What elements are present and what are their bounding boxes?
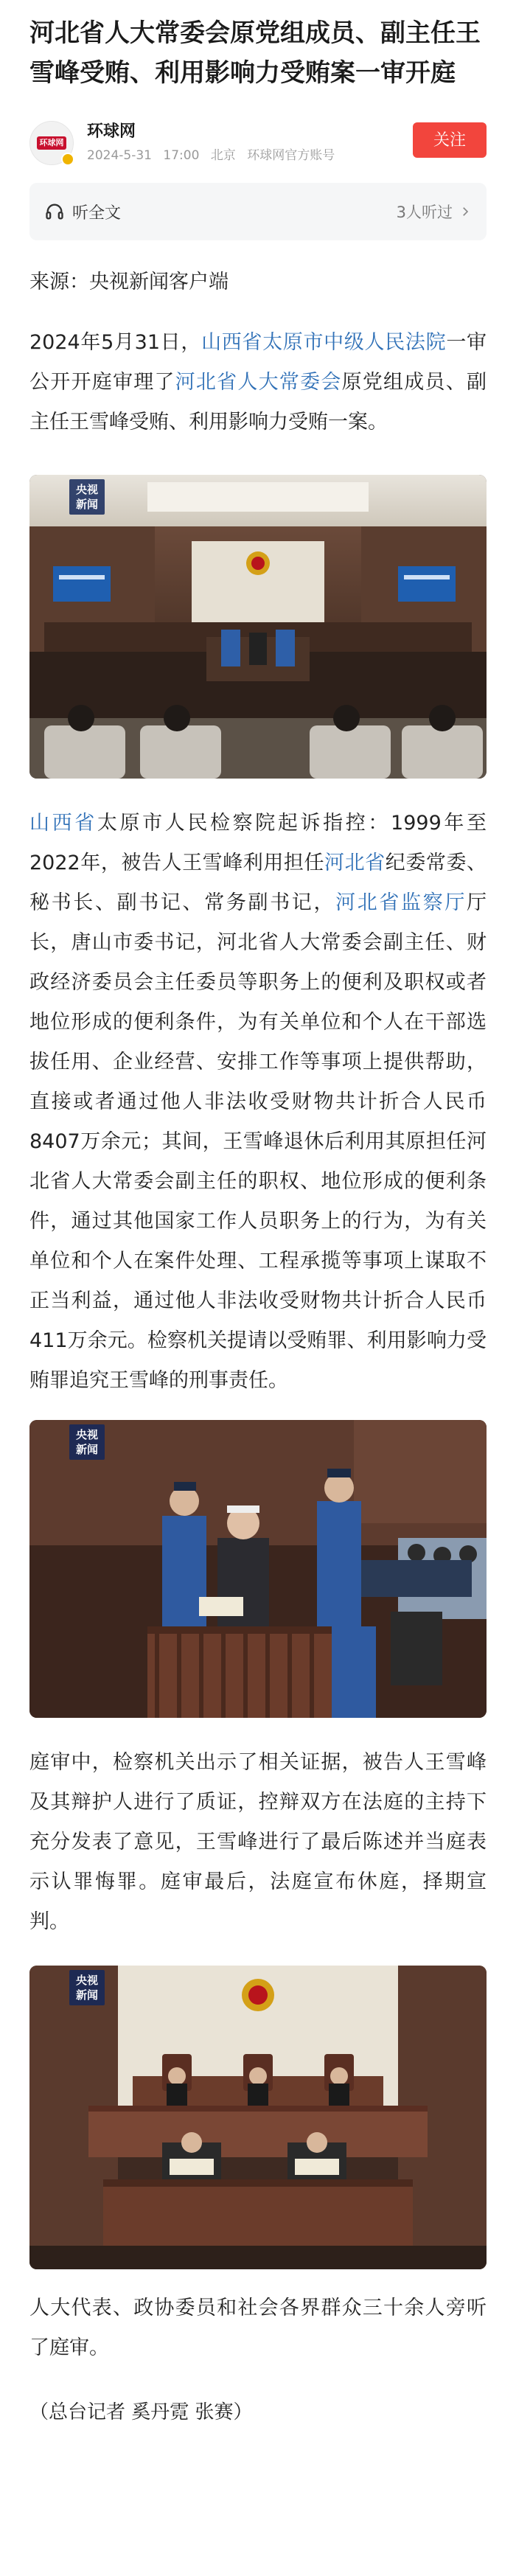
paragraph-4: 人大代表、政协委员和社会各界群众三十余人旁听了庭审。 (29, 2297, 487, 2359)
account-type: 环球网官方账号 (247, 148, 335, 163)
cctv-news-badge (69, 1424, 105, 1460)
badge-line-2: 新闻 (75, 498, 98, 511)
publish-date: 2024-5-31 (87, 148, 152, 163)
link-shanxi[interactable]: 山西省 (29, 812, 97, 835)
listen-bar[interactable] (29, 183, 487, 240)
author-name[interactable]: 环球网 (87, 122, 136, 141)
verified-badge-icon (61, 153, 74, 166)
chevron-right-icon (459, 205, 472, 218)
judges-bench-photo[interactable] (29, 1966, 487, 2269)
source-line: 来源：央视新闻客户端 (29, 271, 229, 293)
badge-line-1: 央视 (75, 1974, 98, 1987)
listen-right (397, 201, 472, 223)
paragraph-3: 庭审中，检察机关出示了相关证据，被告人王雪峰及其辩护人进行了质证，控辩双方在法庭的主持下充分发表了意见，王雪峰进行了最后陈述并当庭表示认罪悔罪。庭审最后，法庭宣布休庭，择期宣判。 (29, 1751, 487, 1933)
author-subline (87, 146, 342, 165)
p1-text-2: 一审公开开庭审理了 (29, 331, 487, 394)
p1-text-1: 2024年5月31日， (29, 331, 202, 354)
cctv-news-badge (69, 479, 105, 515)
paragraph-1 (29, 323, 487, 442)
publish-time: 17:00 (163, 148, 200, 163)
link-hebei-supervision[interactable]: 河北省监察厅 (335, 891, 467, 914)
listen-left (44, 201, 121, 223)
link-hebei-npc[interactable]: 河北省人大常委会 (175, 371, 342, 394)
badge-line-2: 新闻 (75, 1988, 98, 2002)
author-meta (87, 121, 342, 165)
avatar[interactable] (29, 121, 74, 165)
p1-text-3: 原党组成员、副主任王雪峰受贿、利用影响力受贿一案。 (29, 371, 487, 434)
reporter-credit: （总台记者 奚丹霓 张赛） (29, 2401, 253, 2423)
article-title: 河北省人大常委会原党组成员、副主任王雪峰受贿、利用影响力受贿案一审开庭 (29, 18, 481, 88)
headphone-icon (44, 201, 65, 222)
courtroom-wide-photo[interactable] (29, 475, 487, 779)
publish-location: 北京 (210, 148, 236, 163)
cctv-news-badge (69, 1970, 105, 2005)
paragraph-2 (29, 804, 487, 1401)
courtroom-wide-image (29, 475, 487, 779)
badge-line-1: 央视 (75, 1428, 98, 1441)
defendant-at-dock-photo[interactable] (29, 1420, 487, 1718)
p2-text-1: 太原市人民检察院起诉指控：1999年至2022年，被告人王雪峰利用担任 (29, 812, 487, 874)
follow-button[interactable]: 关注 (413, 122, 487, 158)
p2-text-2: 纪委常委、秘书长、副书记、常务副书记， (29, 852, 487, 914)
p2-text-3: 厅长，唐山市委书记，河北省人大常委会副主任、财政经济委员会主任委员等职务上的便利及职权或者地位形成的便利条件，为有关单位和个人在干部选拔任用、企业经营、安排工作等事项上提供帮助，直接或者通过他人非法收受财物共计折合人民币8407万余元；其间，王雪峰退休后利用其原担任河北省人大常委会副主任的职权、地位形成的便利条件，通过其他国家工作人员职务上的行为，为有关单位和个人在案件处理、工程承揽等事项上谋取不正当利益，通过他人非法收受财物共计折合人民币411万余元。检察机关提请以受贿罪、利用影响力受贿罪追究王雪峰的刑事责任。 (29, 891, 487, 1392)
listen-label: 听全文 (72, 203, 122, 223)
huanqiu-logo-icon: 环球网 (37, 136, 66, 150)
link-taiyuan-court[interactable]: 山西省太原市中级人民法院 (201, 331, 447, 354)
defendant-image (29, 1420, 487, 1718)
listen-count: 3人听过 (396, 203, 453, 221)
badge-line-1: 央视 (75, 483, 98, 496)
link-hebei[interactable]: 河北省 (324, 852, 386, 874)
judges-bench-image (29, 1966, 487, 2269)
author-row (29, 119, 487, 167)
badge-line-2: 新闻 (75, 1443, 98, 1456)
